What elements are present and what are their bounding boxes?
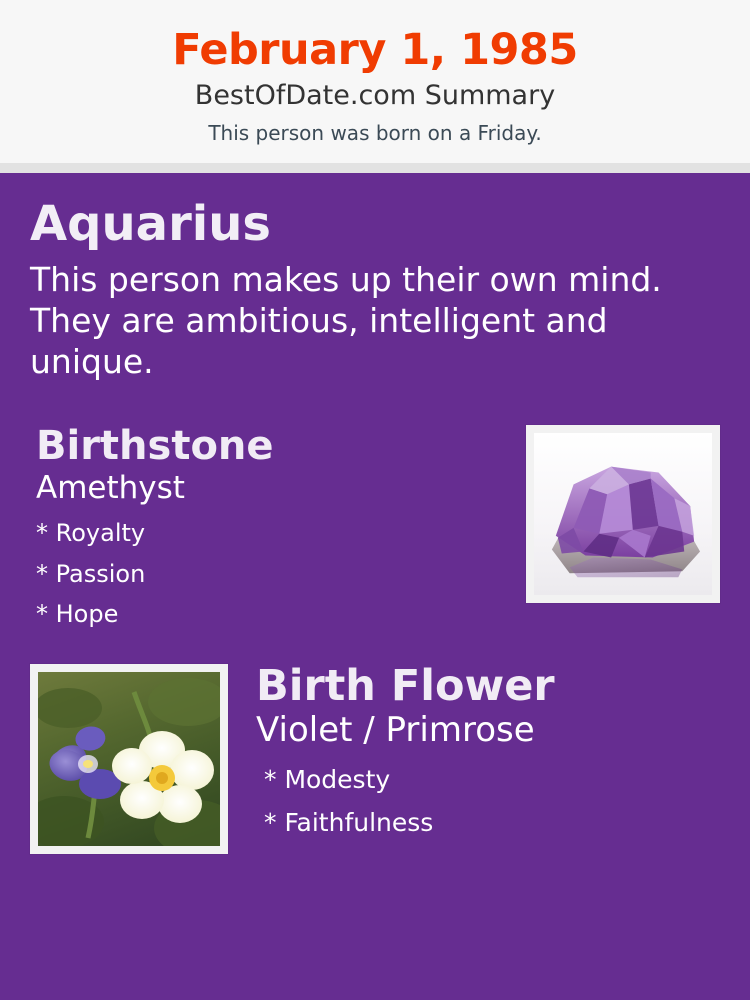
birth-flower-trait: * Faithfulness <box>264 808 434 838</box>
header-divider <box>0 163 750 173</box>
birthstone-section <box>30 422 720 629</box>
birth-flower-title: Birth Flower <box>256 660 555 711</box>
zodiac-sign-title: Aquarius <box>30 195 271 252</box>
birthstone-trait: * Passion <box>36 559 146 588</box>
birthstone-trait: * Royalty <box>36 519 146 548</box>
amethyst-icon <box>534 433 712 595</box>
birth-flower-photo-frame <box>30 664 228 854</box>
page-title: February 1, 1985 <box>172 25 578 75</box>
site-summary-label: BestOfDate.com Summary <box>194 80 556 112</box>
birthstone-photo-frame <box>526 425 720 603</box>
flower-icon <box>38 672 220 846</box>
birth-flower-trait: * Modesty <box>264 764 391 794</box>
birthstone-name: Amethyst <box>36 469 185 506</box>
header <box>0 0 750 163</box>
birthstone-text <box>30 422 526 629</box>
body <box>0 173 750 1000</box>
birthstone-title: Birthstone <box>36 422 274 469</box>
zodiac-description: This person makes up their own mind. They are ambitious, intelligent and unique. <box>30 259 662 382</box>
birth-day-note: This person was born on a Friday. <box>208 120 542 145</box>
birth-flower-text <box>228 660 720 838</box>
birth-flower-section <box>30 660 720 854</box>
birth-flower-name: Violet / Primrose <box>256 709 535 750</box>
birthstone-trait: * Hope <box>36 600 119 629</box>
